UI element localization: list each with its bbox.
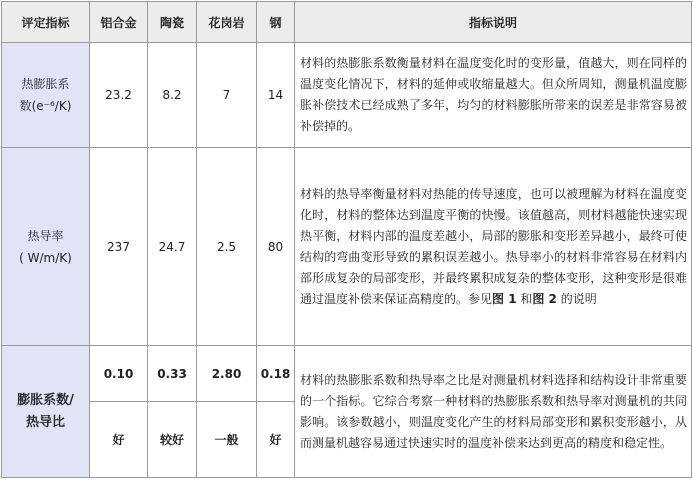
value-granite: 7: [197, 43, 257, 148]
value-aluminum: 23.2: [90, 43, 148, 148]
label-thermal-conductivity: [2, 148, 90, 346]
description-text: 和: [516, 291, 533, 306]
header-granite: 花岗岩: [197, 2, 257, 43]
label-line: 热导比: [25, 414, 65, 430]
description-thermal-conductivity: [295, 148, 692, 346]
row-thermal-expansion: [2, 43, 692, 148]
header-metric: 评定指标: [2, 2, 90, 43]
rating-ceramic: 较好: [148, 402, 197, 478]
rating-aluminum: 好: [90, 402, 148, 478]
material-comparison-table: [1, 1, 692, 478]
value-granite: 2.5: [197, 148, 257, 346]
label-line: 热膨胀系: [21, 77, 70, 91]
description-text: 的说明: [556, 291, 597, 306]
value-steel: 80: [257, 148, 295, 346]
label-line: 数(e⁻⁶/K): [19, 99, 72, 113]
figure-1-reference: 图 1: [492, 291, 517, 306]
header-ceramic: 陶瓷: [148, 2, 197, 43]
value-steel: 14: [257, 43, 295, 148]
description-ratio: 材料的热膨胀系数和热导率之比是对测量机材料选择和结构设计非常重要的一个指标。它综合考察一种材料的热膨胀系数和热导率对测量机的共同影响。该参数越小，则温度变化产生的材料局部变形和累积变形越小，从而测量机越容易通过快速实时的温度补偿来达到更高的精度和稳定性。: [295, 346, 692, 478]
rating-steel: 好: [257, 402, 295, 478]
label-expansion-conductivity-ratio: [2, 346, 90, 478]
ratio-steel: 0.18: [257, 346, 295, 402]
label-line: 膨胀系数/: [17, 392, 74, 408]
description-thermal-expansion: 材料的热膨胀系数衡量材料在温度变化时的变形量，值越大，则在同样的温度变化情况下，材料的延伸或收缩量越大。但众所周知，测量机温度膨胀补偿技术已经成熟了多年，均匀的材料膨胀所带来的误差是非常容易被补偿掉的。: [295, 43, 692, 148]
ratio-granite: 2.80: [197, 346, 257, 402]
value-aluminum: 237: [90, 148, 148, 346]
header-row: [2, 2, 692, 43]
row-thermal-conductivity: [2, 148, 692, 346]
label-line: 热导率: [27, 228, 64, 243]
ratio-aluminum: 0.10: [90, 346, 148, 402]
value-ceramic: 8.2: [148, 43, 197, 148]
header-aluminum: 铝合金: [90, 2, 148, 43]
label-thermal-expansion: [2, 43, 90, 148]
value-ceramic: 24.7: [148, 148, 197, 346]
rating-granite: 一般: [197, 402, 257, 478]
header-steel: 钢: [257, 2, 295, 43]
label-line: ( W/m/K): [19, 250, 72, 265]
ratio-ceramic: 0.33: [148, 346, 197, 402]
header-description: 指标说明: [295, 2, 692, 43]
row-ratio-values: [2, 346, 692, 402]
description-text: 材料的热导率衡量材料对热能的传导速度，也可以被理解为材料在温度变化时，材料的整体达到温度平衡的快慢。该值越高，则材料越能快速实现热平衡，材料内部的温度差越小，局部的膨胀和变形差异越小，最终可使结构的弯曲变形导致的累积误差越小。热导率小的材料非常容易在材料内部形成复杂的局部变形，并最终累积成复杂的整体变形，这种变形是很难通过温度补偿来保证高精度的。参见: [300, 186, 687, 306]
figure-2-reference: 图 2: [532, 291, 557, 306]
